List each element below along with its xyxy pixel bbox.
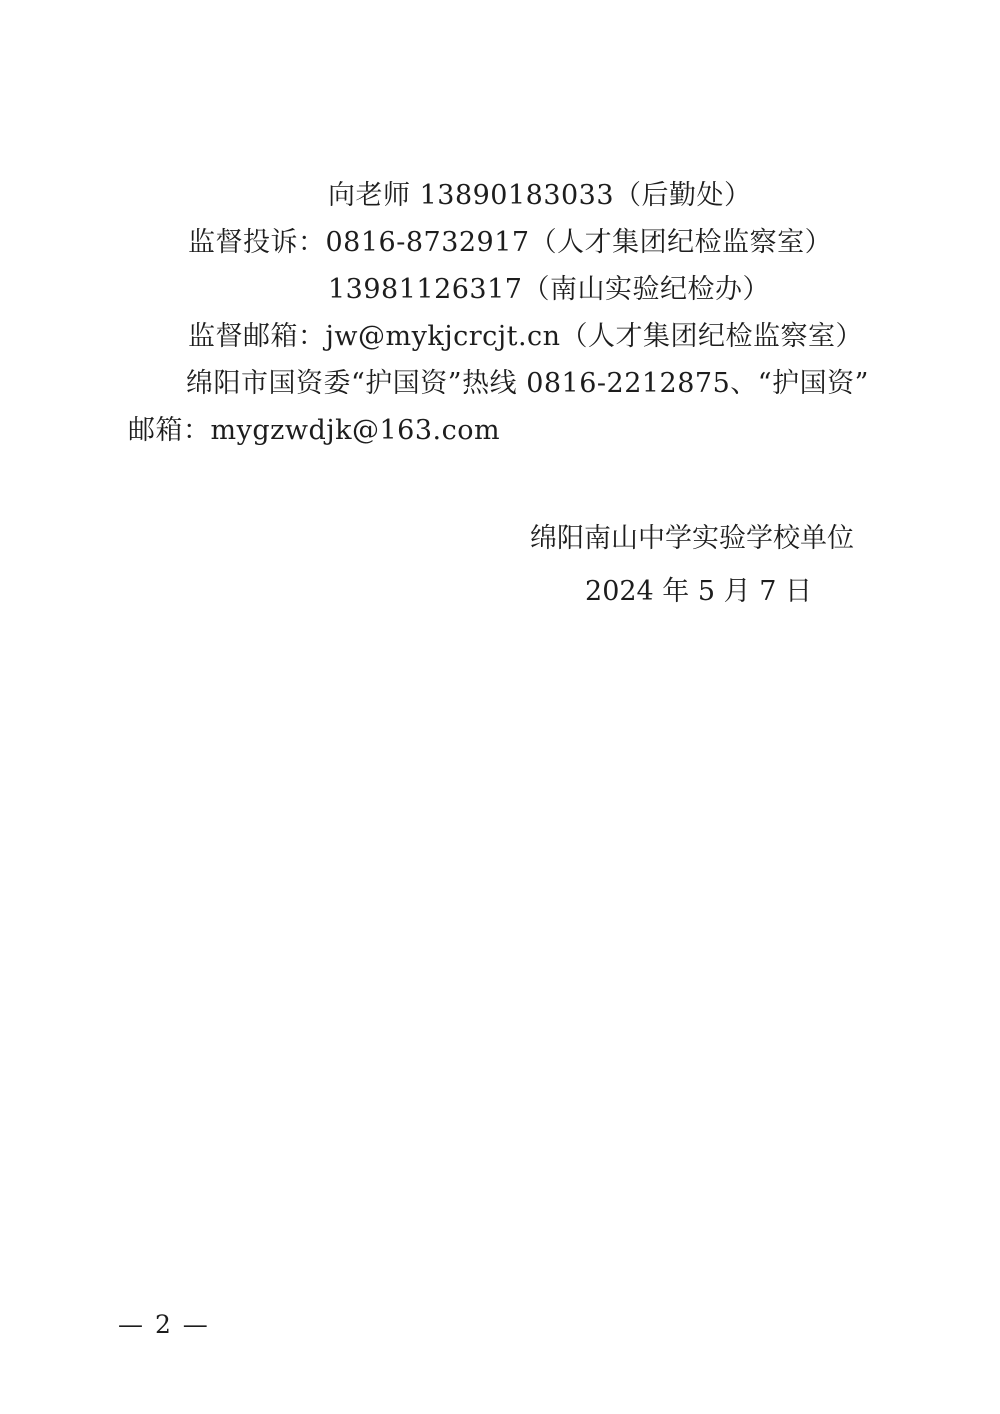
signature-organization: 绵阳南山中学实验学校单位 [530,523,854,554]
contact-line-sasac-hotline: 绵阳市国资委“护国资”热线 0816-2212875、“护国资” [186,368,869,399]
signature-block [128,512,872,618]
signature-date: 2024 年 5 月 7 日 [585,576,812,607]
contact-line-teacher: 向老师 13890183033（后勤处） [328,180,752,211]
contact-line-complaint-hotline: 监督投诉：0816-8732917（人才集团纪检监察室） [188,227,833,258]
page-number: — 2 — [118,1310,210,1339]
contact-line-supervision-email: 监督邮箱：jw@mykjcrcjt.cn（人才集团纪检监察室） [188,321,864,352]
contact-information-block [128,172,872,454]
contact-line-secondary-hotline: 13981126317（南山实验纪检办） [328,274,770,305]
contact-line-sasac-email: 邮箱：mygzwdjk@163.com [128,415,501,446]
